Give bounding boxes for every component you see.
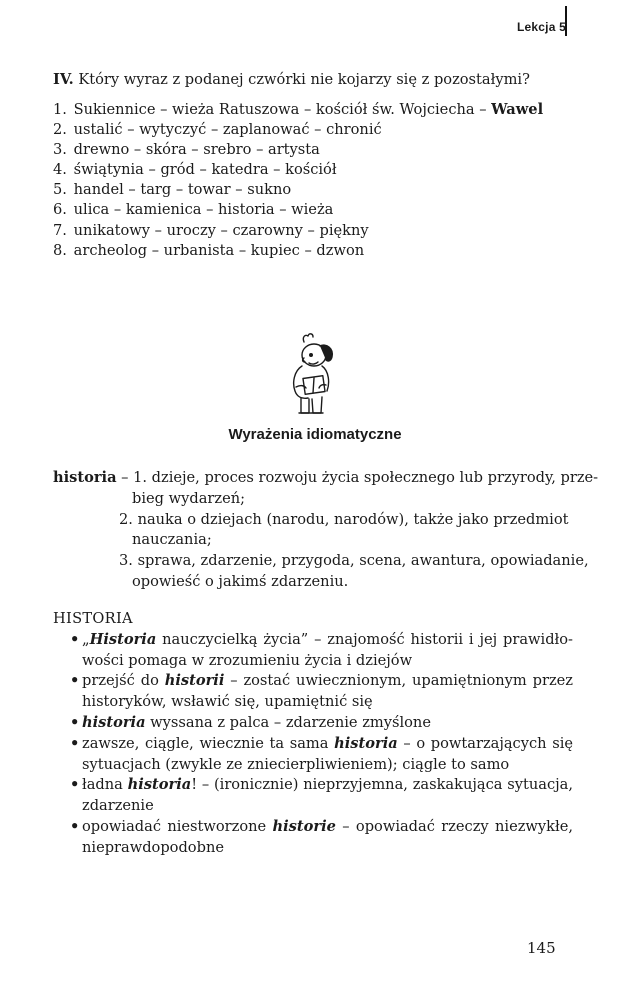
item-number: 4.	[53, 161, 67, 179]
item-number: 6.	[53, 201, 67, 219]
idiom-keyword: Historia	[89, 630, 157, 648]
exercise-iv	[53, 70, 573, 261]
bullet-icon: •	[70, 672, 80, 690]
item-text: Sukiennice – wieża Ratuszowa – kościół św. Wojciecha –	[73, 101, 492, 118]
definition-headword: historia	[53, 469, 117, 486]
definition-line: opowieść o jakimś zdarzeniu.	[132, 572, 349, 590]
idiom-item	[53, 734, 573, 776]
item-number: 2.	[53, 121, 67, 139]
lesson-header: Lekcja 5	[517, 20, 566, 34]
idiom-explanation: ! – (ironicznie) nieprzyjemna, zaskakująca sytuacja, zdarzenie	[82, 776, 573, 815]
idioms-list	[53, 630, 573, 859]
idiom-keyword: historia	[127, 776, 192, 794]
idiom-keyword: historii	[164, 672, 225, 690]
exercise-item	[53, 200, 573, 220]
bullet-icon: •	[70, 713, 80, 731]
item-number: 5.	[53, 181, 67, 199]
idiom-pre: zawsze, ciągle, wiecznie ta sama	[82, 734, 335, 752]
section-title: Wyrażenia idiomatyczne	[228, 426, 402, 443]
idiom-item	[53, 817, 573, 859]
definition-line	[53, 468, 599, 489]
idioms-block	[53, 609, 573, 859]
idiom-explanation: wyssana z palca – zdarzenie zmyślone	[145, 713, 431, 731]
item-text: unikatowy – uroczy – czarowny – piękny	[73, 221, 369, 239]
item-number: 1.	[53, 101, 67, 118]
idiom-explanation: nauczycielką życia” – znajomość historii i jej prawidło-wości pomaga w zrozumieniu życia i dziejów	[82, 630, 573, 669]
idiom-explanation: – opowiadać rzeczy niezwykłe, nieprawdopodobne	[82, 817, 574, 856]
idiom-pre: „	[82, 630, 90, 648]
idiom-keyword: historia	[82, 713, 146, 731]
idiom-keyword: historia	[334, 734, 398, 752]
idiom-pre: przejść do	[82, 672, 165, 690]
idiom-pre: ładna	[82, 776, 128, 794]
page-number: 145	[527, 939, 556, 957]
dictionary-definition	[53, 468, 599, 593]
definition-line: bieg wydarzeń;	[132, 489, 246, 507]
idiom-explanation: – zostać uwiecznionym, upamiętnionym przez historyków, wsławić się, upamiętnić się	[82, 672, 573, 711]
exercise-label: IV.	[53, 71, 74, 88]
exercise-item	[53, 241, 573, 261]
idiom-item	[53, 713, 573, 734]
definition-line: nauczania;	[132, 531, 212, 549]
exercise-question	[53, 70, 573, 90]
item-text: handel – targ – towar – sukno	[73, 181, 292, 199]
exercise-items	[53, 100, 573, 261]
idiom-item	[53, 775, 573, 817]
definition-sense-2: 2. nauka o dziejach (narodu, narodów), także jako przedmiot	[119, 510, 569, 528]
exercise-item	[53, 180, 573, 200]
definition-sense-1: – 1. dzieje, proces rozwoju życia społecznego lub przyrody, prze-	[116, 469, 599, 486]
item-number: 7.	[53, 221, 67, 239]
item-text: drewno – skóra – srebro – artysta	[73, 141, 320, 159]
item-text: ulica – kamienica – historia – wieża	[73, 201, 334, 219]
definition-sense-3: 3. sprawa, zdarzenie, przygoda, scena, awantura, opowiadanie,	[119, 552, 589, 570]
item-text: ustalić – wytyczyć – zaplanować – chronić	[73, 121, 382, 139]
exercise-item	[53, 221, 573, 241]
idiom-pre: opowiadać niestworzone	[82, 817, 273, 835]
exercise-item	[53, 160, 573, 180]
item-number: 8.	[53, 241, 67, 259]
exercise-item	[53, 120, 573, 140]
item-text: archeolog – urbanista – kupiec – dzwon	[73, 241, 365, 259]
idiom-item	[53, 671, 573, 713]
bullet-icon: •	[70, 630, 80, 648]
exercise-item	[53, 100, 573, 120]
bullet-icon: •	[70, 776, 80, 794]
idiom-keyword: historie	[272, 817, 336, 835]
reading-mascot-illustration	[282, 333, 338, 419]
bullet-icon: •	[70, 734, 80, 752]
item-bold-word: Wawel	[491, 101, 544, 118]
idiom-item	[53, 630, 573, 672]
idiom-explanation: – o powtarzających się sytuacjach (zwykle ze zniecierpliwieniem); ciągle to samo	[82, 734, 574, 773]
idioms-heading: HISTORIA	[53, 610, 133, 627]
item-number: 3.	[53, 141, 67, 159]
item-text: świątynia – gród – katedra – kościół	[73, 161, 337, 179]
bullet-icon: •	[70, 817, 80, 835]
exercise-question-text: Który wyraz z podanej czwórki nie kojarzy się z pozostałymi?	[78, 71, 530, 88]
exercise-item	[53, 140, 573, 160]
